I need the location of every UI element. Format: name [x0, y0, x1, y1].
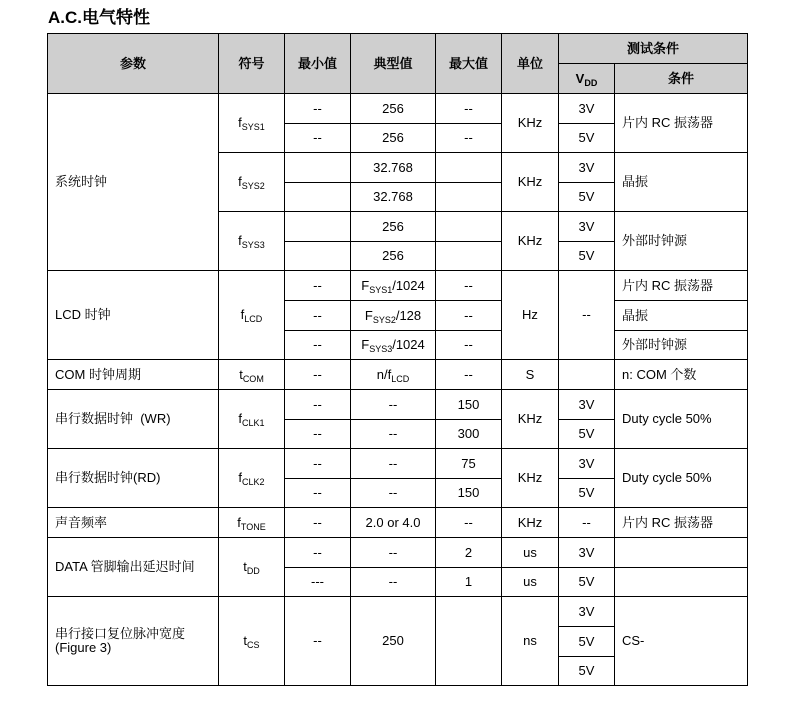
- cell-min: --: [285, 479, 351, 508]
- cell-max: 2: [436, 538, 502, 568]
- cell-vdd: 3V: [559, 94, 615, 124]
- cell-typ: 256: [351, 94, 436, 124]
- cell-max: 150: [436, 390, 502, 420]
- cell-typ: $n/f_{LCD}$: [351, 360, 436, 390]
- cell-unit: KHz: [502, 508, 559, 538]
- cell-vdd: 5V: [559, 242, 615, 271]
- cell-max: 150: [436, 479, 502, 508]
- table-row: [48, 449, 748, 479]
- header-condition: 条件: [615, 64, 748, 94]
- symbol-fsys2: $f_{SYS2}$: [219, 153, 285, 212]
- section-title: A.C.电气特性: [48, 8, 150, 27]
- cell-vdd: 5V: [559, 124, 615, 153]
- cell-vdd: [559, 360, 615, 390]
- cell-typ: --: [351, 420, 436, 449]
- table-row: [48, 508, 748, 538]
- cell-max: [436, 183, 502, 212]
- param-serial-clock-rd: 串行数据时钟(RD): [48, 449, 219, 508]
- cell-condition: 片内 RC 振荡器: [615, 94, 748, 153]
- param-data-output-delay: DATA 管脚输出延迟时间: [48, 538, 219, 597]
- cell-condition: 外部时钟源: [615, 212, 748, 271]
- cell-vdd: 5V: [559, 479, 615, 508]
- header-max: 最大值: [436, 34, 502, 94]
- header-symbol: 符号: [219, 34, 285, 94]
- symbol-ftone: $f_{TONE}$: [219, 508, 285, 538]
- param-tone-frequency: 声音频率: [48, 508, 219, 538]
- table-row: [48, 94, 748, 124]
- cell-max: --: [436, 360, 502, 390]
- cell-max: --: [436, 124, 502, 153]
- table-row: [48, 597, 748, 627]
- header-min: 最小值: [285, 34, 351, 94]
- cell-max: --: [436, 508, 502, 538]
- table-row: [48, 538, 748, 568]
- cell-min: [285, 242, 351, 271]
- cell-condition: 晶振: [615, 153, 748, 212]
- cell-typ: --: [351, 390, 436, 420]
- cell-condition: 晶振: [615, 301, 748, 331]
- header-test-conditions: 测试条件: [559, 34, 748, 64]
- cell-min: --: [285, 124, 351, 153]
- symbol-fsys3: $f_{SYS3}$: [219, 212, 285, 271]
- cell-vdd: 3V: [559, 212, 615, 242]
- cell-condition: CS-: [615, 597, 748, 686]
- cell-min: [285, 183, 351, 212]
- cell-vdd: 3V: [559, 538, 615, 568]
- cell-min: ---: [285, 568, 351, 597]
- cell-unit: KHz: [502, 390, 559, 449]
- symbol-tcom: $t_{COM}$: [219, 360, 285, 390]
- cell-min: [285, 153, 351, 183]
- cell-vdd: 5V: [559, 657, 615, 686]
- table-row: [48, 360, 748, 390]
- ac-characteristics-table: [47, 33, 748, 686]
- cell-typ: 256: [351, 242, 436, 271]
- cell-min: --: [285, 360, 351, 390]
- cell-vdd: 5V: [559, 627, 615, 657]
- cell-unit: KHz: [502, 449, 559, 508]
- cell-condition: n: COM 个数: [615, 360, 748, 390]
- cell-vdd: 5V: [559, 183, 615, 212]
- cell-vdd: 3V: [559, 449, 615, 479]
- cell-max: 75: [436, 449, 502, 479]
- param-lcd-clock: LCD 时钟: [48, 271, 219, 360]
- cell-condition: 外部时钟源: [615, 331, 748, 360]
- cell-vdd: 3V: [559, 390, 615, 420]
- cell-unit: us: [502, 538, 559, 568]
- cell-condition: Duty cycle 50%: [615, 390, 748, 449]
- cell-min: --: [285, 597, 351, 686]
- table-row: [48, 390, 748, 420]
- cell-typ: --: [351, 449, 436, 479]
- cell-typ: 32.768: [351, 183, 436, 212]
- cell-typ: --: [351, 568, 436, 597]
- header-typ: 典型值: [351, 34, 436, 94]
- cell-condition: [615, 538, 748, 568]
- param-reset-pulse-width: 串行接口复位脉冲宽度 (Figure 3): [48, 597, 219, 686]
- cell-vdd: --: [559, 508, 615, 538]
- cell-condition: 片内 RC 振荡器: [615, 271, 748, 301]
- cell-typ: $F_{SYS3}/1024$: [351, 331, 436, 360]
- cell-unit: KHz: [502, 94, 559, 153]
- symbol-flcd: $f_{LCD}$: [219, 271, 285, 360]
- cell-typ: $F_{SYS1}/1024$: [351, 271, 436, 301]
- symbol-tcs: $t_{CS}$: [219, 597, 285, 686]
- cell-max: 300: [436, 420, 502, 449]
- cell-min: --: [285, 449, 351, 479]
- cell-vdd: 5V: [559, 568, 615, 597]
- cell-vdd: 3V: [559, 597, 615, 627]
- cell-vdd: 5V: [559, 420, 615, 449]
- cell-min: [285, 212, 351, 242]
- cell-typ: $F_{SYS2}/128$: [351, 301, 436, 331]
- cell-unit: us: [502, 568, 559, 597]
- cell-max: [436, 212, 502, 242]
- cell-typ: 256: [351, 124, 436, 153]
- symbol-tdd: $t_{DD}$: [219, 538, 285, 597]
- cell-unit: KHz: [502, 153, 559, 212]
- cell-unit: KHz: [502, 212, 559, 271]
- cell-min: --: [285, 508, 351, 538]
- symbol-fclk1: $f_{CLK1}$: [219, 390, 285, 449]
- cell-min: --: [285, 301, 351, 331]
- header-unit: 单位: [502, 34, 559, 94]
- symbol-fsys1: $f_{SYS1}$: [219, 94, 285, 153]
- cell-vdd: --: [559, 271, 615, 360]
- cell-max: --: [436, 271, 502, 301]
- param-serial-clock-wr: 串行数据时钟 (WR): [48, 390, 219, 449]
- cell-max: [436, 242, 502, 271]
- cell-unit: Hz: [502, 271, 559, 360]
- cell-condition: [615, 568, 748, 597]
- cell-min: --: [285, 331, 351, 360]
- cell-max: [436, 597, 502, 686]
- cell-unit: S: [502, 360, 559, 390]
- table-row: [48, 271, 748, 301]
- cell-min: --: [285, 94, 351, 124]
- cell-condition: Duty cycle 50%: [615, 449, 748, 508]
- cell-min: --: [285, 271, 351, 301]
- cell-max: --: [436, 94, 502, 124]
- cell-condition: 片内 RC 振荡器: [615, 508, 748, 538]
- cell-min: --: [285, 538, 351, 568]
- cell-min: --: [285, 390, 351, 420]
- cell-max: 1: [436, 568, 502, 597]
- cell-max: --: [436, 331, 502, 360]
- cell-typ: 32.768: [351, 153, 436, 183]
- symbol-fclk2: $f_{CLK2}$: [219, 449, 285, 508]
- cell-typ: 250: [351, 597, 436, 686]
- cell-max: --: [436, 301, 502, 331]
- param-com-period: COM 时钟周期: [48, 360, 219, 390]
- cell-min: --: [285, 420, 351, 449]
- cell-typ: 2.0 or 4.0: [351, 508, 436, 538]
- cell-max: [436, 153, 502, 183]
- header-vdd: $V_{DD}$: [559, 64, 615, 94]
- cell-typ: 256: [351, 212, 436, 242]
- param-sysclk: 系统时钟: [48, 94, 219, 271]
- cell-typ: --: [351, 479, 436, 508]
- cell-typ: --: [351, 538, 436, 568]
- cell-vdd: 3V: [559, 153, 615, 183]
- header-param: 参数: [48, 34, 219, 94]
- cell-unit: ns: [502, 597, 559, 686]
